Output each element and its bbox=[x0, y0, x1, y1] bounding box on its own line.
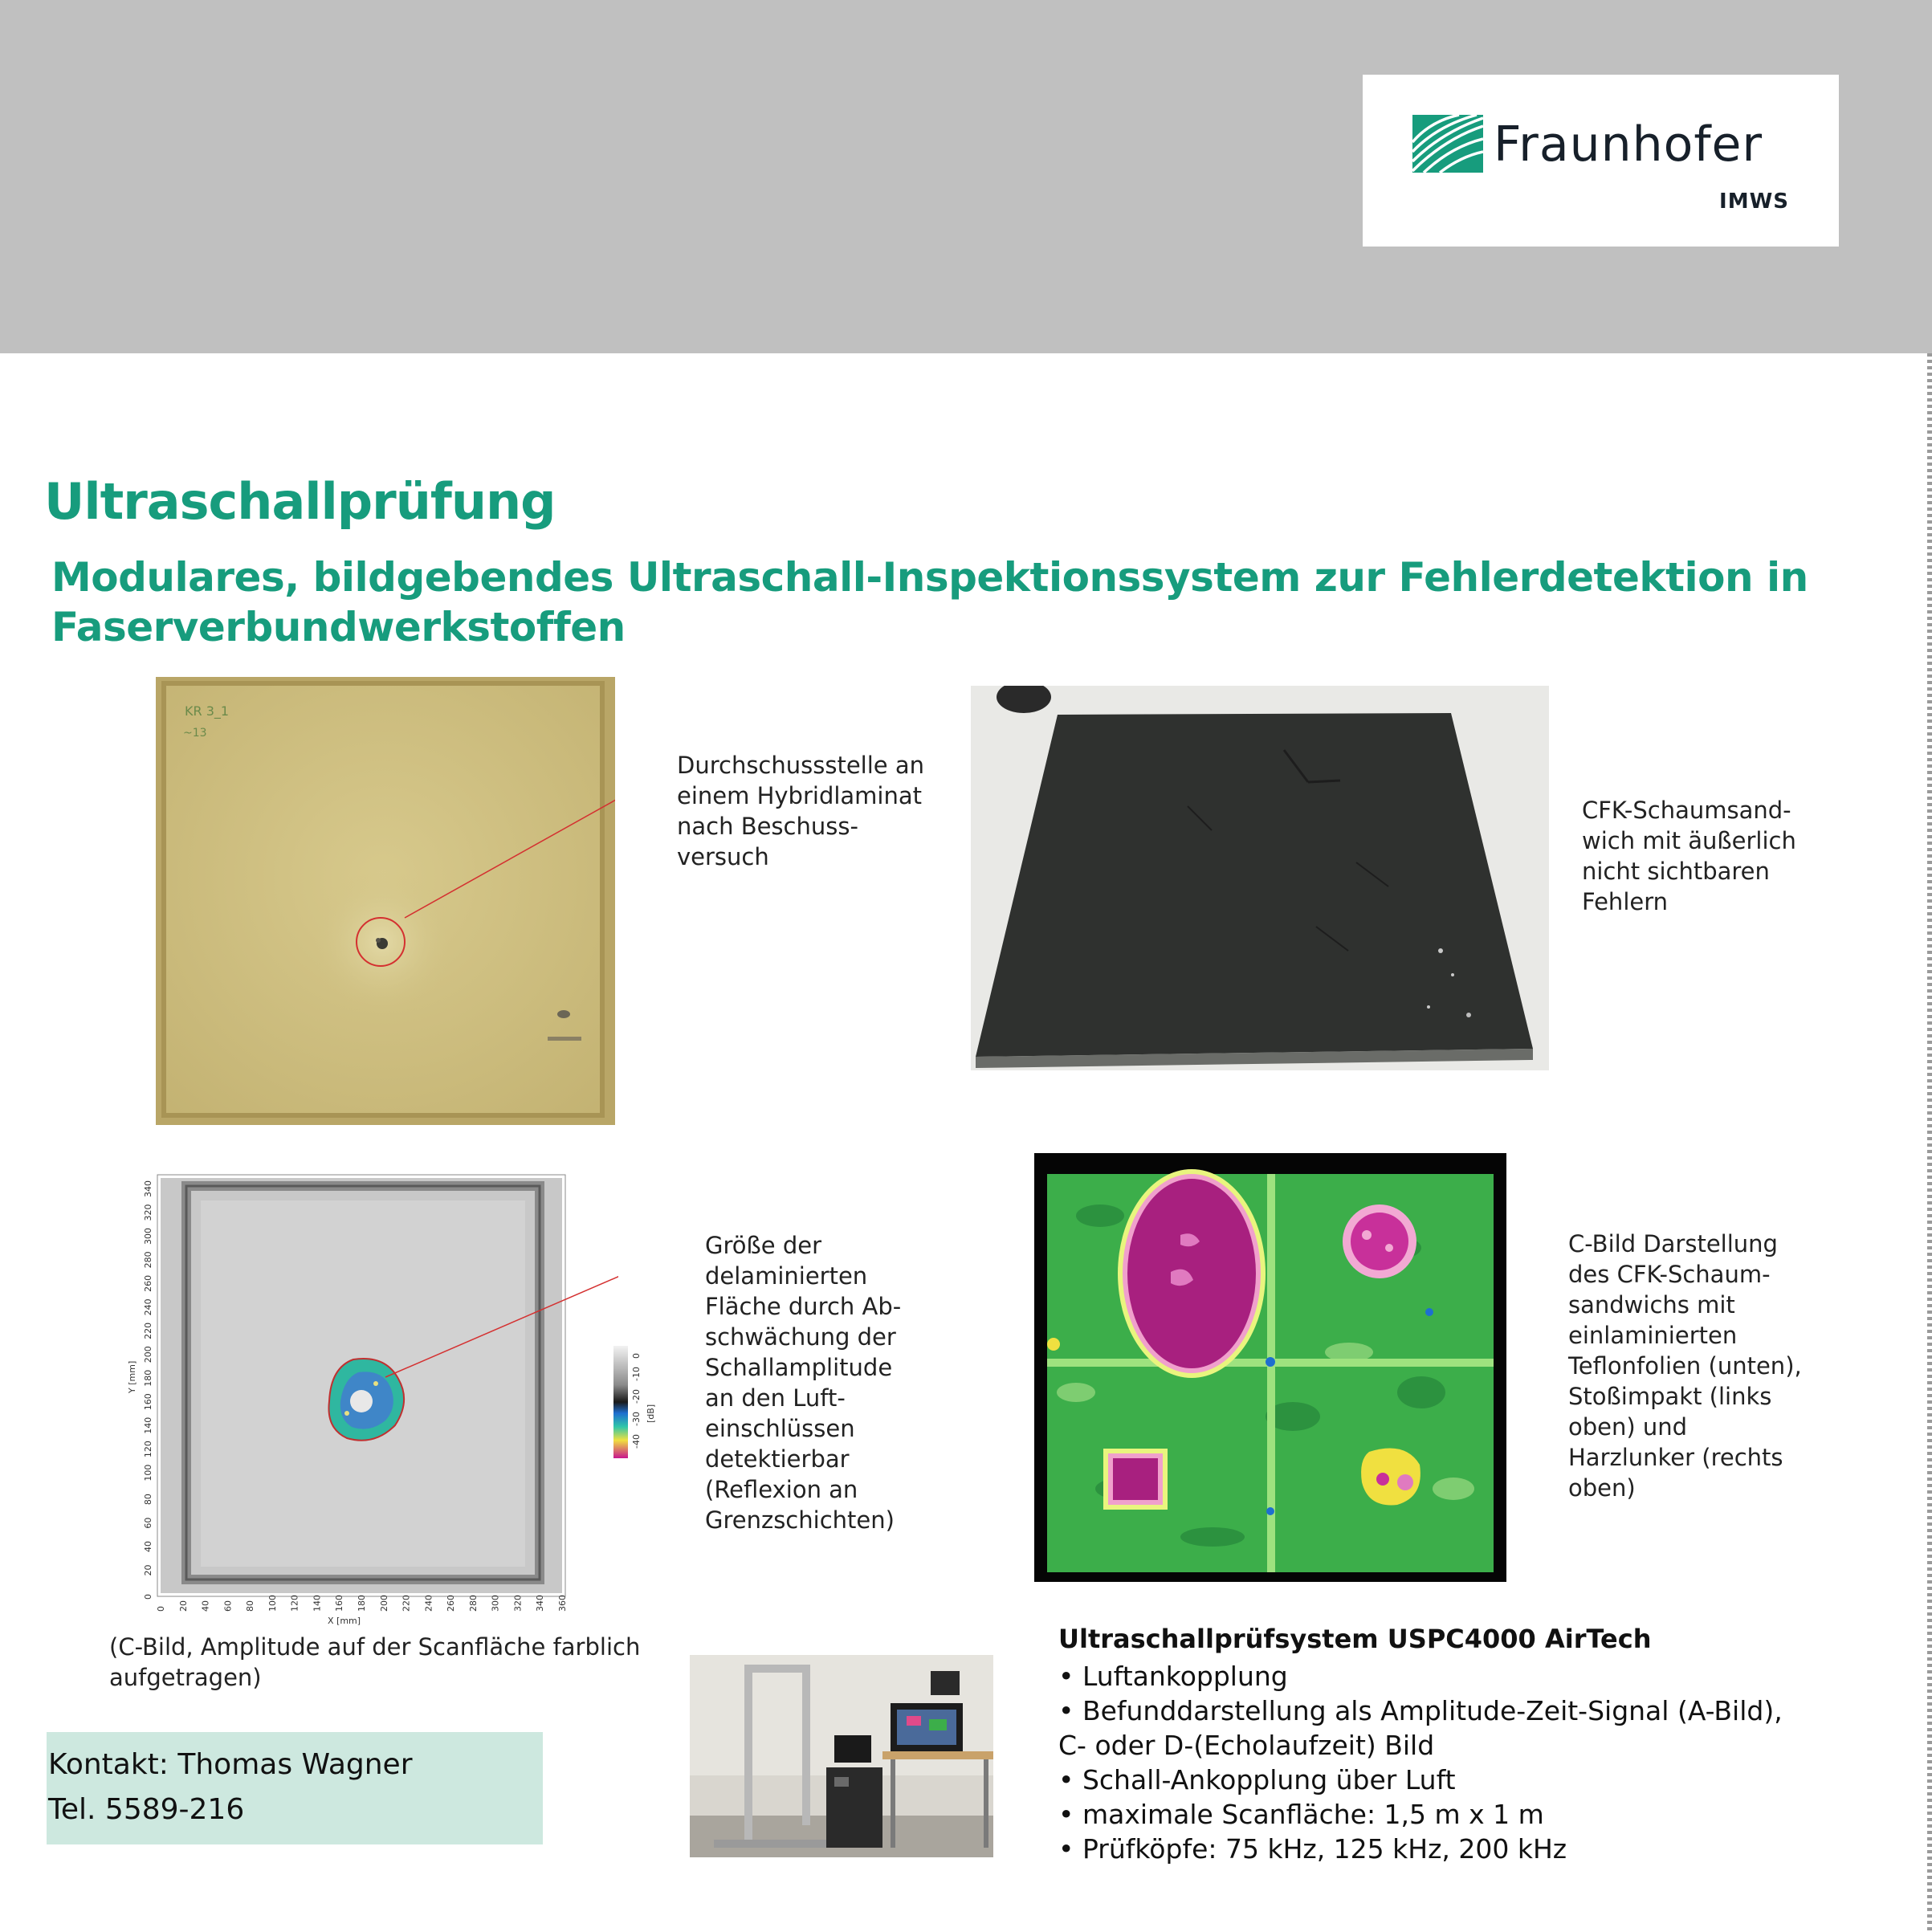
x-tick-label: 260 bbox=[446, 1595, 457, 1612]
x-tick-label: 80 bbox=[245, 1600, 256, 1612]
y-tick-label: 20 bbox=[143, 1564, 153, 1576]
y-tick-label: 60 bbox=[143, 1517, 153, 1529]
caption-cscan-note: (C-Bild, Amplitude auf der Scanfläche farblich aufgetragen) bbox=[109, 1633, 641, 1691]
feature-item: • Luftankopplung bbox=[1058, 1661, 1288, 1692]
laminate-photo bbox=[156, 677, 615, 1125]
y-tick-label: 340 bbox=[143, 1180, 153, 1197]
x-tick-label: 300 bbox=[490, 1595, 501, 1612]
x-tick-label: 320 bbox=[512, 1595, 524, 1612]
y-tick-label: 40 bbox=[143, 1541, 153, 1553]
colorbar bbox=[612, 1343, 660, 1463]
x-tick-label: 220 bbox=[401, 1595, 412, 1612]
page-edge-divider bbox=[1927, 353, 1932, 1932]
colorbar-ticks bbox=[631, 1353, 642, 1449]
cscan-cfk-plot bbox=[1004, 1151, 1508, 1616]
x-tick-label: 20 bbox=[177, 1600, 189, 1612]
x-tick-label: 160 bbox=[334, 1595, 345, 1612]
colorbar-tick-label: -40 bbox=[631, 1434, 642, 1449]
y-axis-label: Y [mm] bbox=[127, 1360, 137, 1393]
subtitle-line: Modulares, bildgebendes Ultraschall-Inspektionssystem zur Fehlerdetektion in bbox=[51, 554, 1808, 601]
x-tick-label: 280 bbox=[467, 1595, 479, 1612]
y-tick-label: 200 bbox=[143, 1346, 153, 1363]
x-tick-label: 360 bbox=[557, 1595, 568, 1612]
x-tick-label: 240 bbox=[423, 1595, 434, 1612]
y-tick-label: 280 bbox=[143, 1251, 153, 1269]
x-tick-label: 140 bbox=[312, 1595, 323, 1612]
x-tick-label: 40 bbox=[200, 1600, 211, 1612]
caption-cfk: CFK-Schaumsand- wich mit äußerlich nicht sichtbaren Fehlern bbox=[1582, 797, 1796, 915]
svg-text:~13: ~13 bbox=[183, 727, 207, 740]
colorbar-tick-label: 0 bbox=[631, 1353, 642, 1359]
y-tick-label: 260 bbox=[143, 1274, 153, 1292]
colorbar-tick-label: -10 bbox=[631, 1367, 642, 1381]
feature-item: • Befunddarstellung als Amplitude-Zeit-Signal (A-Bild), bbox=[1058, 1695, 1783, 1726]
cscan-laminate-plot bbox=[120, 1168, 618, 1634]
y-tick-label: 300 bbox=[143, 1227, 153, 1245]
y-tick-label: 80 bbox=[143, 1494, 153, 1506]
feature-item: • maximale Scanfläche: 1,5 m x 1 m bbox=[1058, 1799, 1544, 1830]
x-axis bbox=[156, 1595, 568, 1612]
y-tick-label: 180 bbox=[143, 1369, 153, 1387]
x-tick-label: 0 bbox=[156, 1606, 166, 1612]
system-title: Ultraschallprüfsystem USPC4000 AirTech bbox=[1058, 1624, 1652, 1654]
y-tick-label: 0 bbox=[143, 1594, 153, 1600]
fraunhofer-logo bbox=[1363, 75, 1839, 247]
y-tick-label: 140 bbox=[143, 1416, 153, 1434]
x-axis-label: X [mm] bbox=[328, 1616, 361, 1626]
feature-item: • Prüfköpfe: 75 kHz, 125 kHz, 200 kHz bbox=[1058, 1833, 1567, 1865]
y-tick-label: 100 bbox=[143, 1464, 153, 1482]
lab-system-photo bbox=[690, 1655, 993, 1857]
caption-delamination: Größe der delaminierten Fläche durch Ab- schwächung der Schallamplitude an den Luft- einschlüssen detektierbar (Reflexion an Grenzschichten) bbox=[705, 1232, 902, 1534]
contact-name: Kontakt: Thomas Wagner bbox=[48, 1748, 413, 1781]
cfk-sandwich-photo bbox=[971, 686, 1549, 1070]
x-tick-label: 100 bbox=[267, 1595, 278, 1612]
x-tick-label: 340 bbox=[535, 1595, 546, 1612]
caption-laminate: Durchschussstelle an einem Hybridlaminat nach Beschuss- versuch bbox=[677, 752, 924, 870]
colorbar-tick-label: -20 bbox=[631, 1389, 642, 1404]
subtitle-line: Faserverbundwerkstoffen bbox=[51, 604, 626, 650]
logo-unit: IMWS bbox=[1719, 190, 1789, 214]
contact-box bbox=[47, 1732, 543, 1844]
colorbar-unit: [dB] bbox=[646, 1404, 656, 1423]
logo-wordmark: Fraunhofer bbox=[1494, 116, 1763, 173]
y-tick-label: 320 bbox=[143, 1204, 153, 1221]
y-tick-label: 240 bbox=[143, 1298, 153, 1316]
y-tick-label: 120 bbox=[143, 1441, 153, 1458]
x-tick-label: 120 bbox=[289, 1595, 300, 1612]
x-tick-label: 180 bbox=[357, 1595, 367, 1612]
x-tick-label: 60 bbox=[222, 1600, 234, 1612]
colorbar-tick-label: -30 bbox=[631, 1412, 642, 1426]
x-tick-label: 200 bbox=[378, 1595, 389, 1612]
contact-phone: Tel. 5589-216 bbox=[48, 1793, 245, 1826]
feature-item: • Schall-Ankopplung über Luft bbox=[1058, 1764, 1456, 1795]
page-title: Ultraschallprüfung bbox=[44, 472, 556, 531]
fraunhofer-mark-icon bbox=[1412, 115, 1483, 173]
y-axis bbox=[143, 1180, 153, 1600]
y-tick-label: 160 bbox=[143, 1393, 153, 1411]
caption-cscan-cfk: C-Bild Darstellung des CFK-Schaum- sandwichs mit einlaminierten Teflonfolien (unten), Stoßimpakt (links oben) und Harzlunker (rechts oben) bbox=[1568, 1230, 1802, 1502]
svg-text:KR 3_1: KR 3_1 bbox=[185, 703, 230, 719]
feature-item: C- oder D-(Echolaufzeit) Bild bbox=[1058, 1730, 1435, 1761]
y-tick-label: 220 bbox=[143, 1322, 153, 1339]
page-subtitle bbox=[51, 552, 1882, 652]
